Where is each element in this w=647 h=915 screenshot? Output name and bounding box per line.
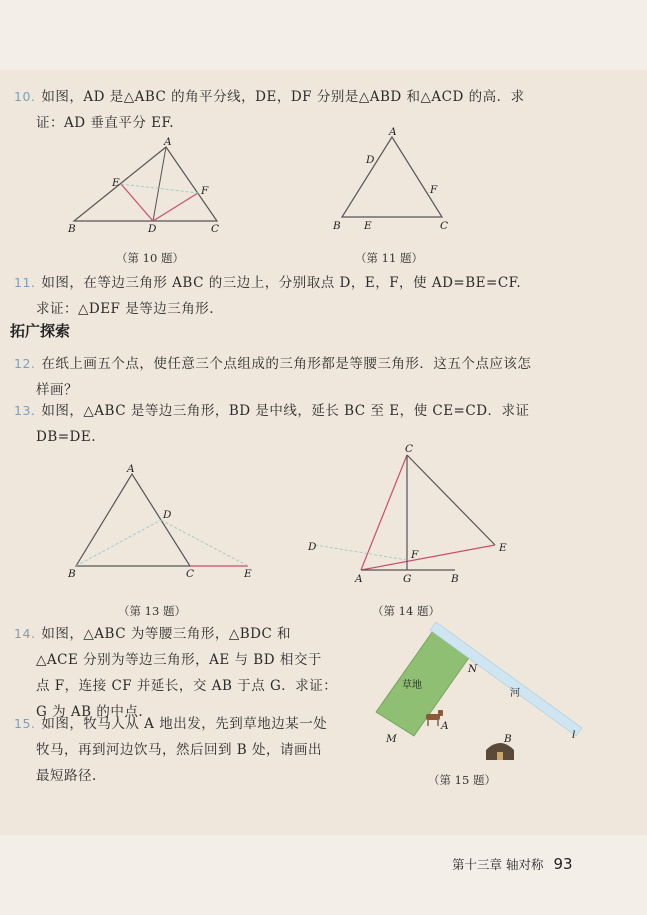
- label-e: E: [499, 542, 507, 554]
- figure-10: [60, 135, 230, 235]
- problem-number: 12.: [14, 356, 36, 371]
- problem-text: 在纸上画五个点，使任意三个点组成的三角形都是等腰三角形．这五个点应该怎: [41, 356, 532, 372]
- problem-text: 样画？: [36, 382, 78, 398]
- problem-text: 求证：△DEF 是等边三角形.: [36, 301, 215, 317]
- label-c: C: [211, 223, 220, 235]
- label-f: F: [430, 184, 438, 196]
- problem-text: 证：AD 垂直平分 EF.: [36, 115, 175, 131]
- label-b: B: [68, 568, 76, 580]
- problem-text: DB=DE.: [36, 429, 97, 445]
- label-a: A: [164, 136, 172, 148]
- label-c: C: [440, 220, 449, 232]
- problem-14: [14, 621, 337, 725]
- problem-text: 最短路径.: [36, 768, 97, 784]
- caption-fig-13: （第 13 题）: [118, 604, 186, 618]
- problem-15: [14, 711, 327, 789]
- problem-11: [14, 270, 521, 322]
- label-n: N: [468, 663, 478, 675]
- page-number: 93: [553, 855, 573, 873]
- problem-text: G 为 AB 的中点.: [36, 704, 144, 720]
- label-a: A: [441, 720, 449, 732]
- label-c: C: [405, 443, 414, 455]
- label-e: E: [364, 220, 372, 232]
- label-b: B: [333, 220, 341, 232]
- label-a: A: [389, 126, 397, 138]
- label-e: E: [244, 568, 252, 580]
- label-a: A: [355, 573, 363, 585]
- problem-12: [14, 351, 531, 403]
- label-b: B: [451, 573, 459, 585]
- problem-number: 13.: [14, 403, 36, 418]
- problem-text: 如图，△ABC 为等腰三角形，△BDC 和: [41, 626, 292, 642]
- label-d: D: [308, 541, 317, 553]
- problem-text: 如图，牧马人从 A 地出发，先到草地边某一处: [41, 716, 328, 732]
- figure-11: [330, 125, 460, 235]
- problem-number: 14.: [14, 626, 36, 641]
- problem-number: 15.: [14, 716, 36, 731]
- river-label: 河: [510, 688, 520, 699]
- problem-text: 如图，在等边三角形 ABC 的三边上，分别取点 D，E，F，使 AD=BE=CF.: [41, 275, 522, 291]
- yurt-icon: [486, 743, 514, 760]
- problem-text: 牧马，再到河边饮马，然后回到 B 处，请画出: [36, 742, 323, 758]
- figure-13: [62, 462, 272, 582]
- problem-number: 10.: [14, 89, 36, 104]
- caption-fig-10: （第 10 题）: [116, 251, 184, 265]
- label-a: A: [127, 463, 135, 475]
- section-title: 拓广探索: [10, 322, 71, 340]
- grass-label: 草地: [402, 680, 422, 691]
- problem-text: 如图，△ABC 是等边三角形，BD 是中线，延长 BC 至 E，使 CE=CD．求证: [41, 403, 530, 419]
- problem-number: 11.: [14, 275, 36, 290]
- label-b: B: [68, 223, 76, 235]
- caption-fig-11: （第 11 题）: [355, 251, 423, 265]
- problem-text: 点 F，连接 CF 并延长，交 AB 于点 G．求证：: [36, 678, 338, 694]
- caption-fig-14: （第 14 题）: [372, 604, 440, 618]
- label-c: C: [186, 568, 195, 580]
- label-l: l: [572, 729, 576, 741]
- label-d: D: [163, 509, 172, 521]
- figure-14: [305, 440, 515, 590]
- label-g: G: [403, 573, 412, 585]
- label-b: B: [504, 733, 512, 745]
- label-f: F: [201, 185, 209, 197]
- label-e: E: [112, 177, 120, 189]
- figure-15: [350, 620, 590, 770]
- caption-fig-15: （第 15 题）: [428, 773, 496, 787]
- label-d: D: [148, 223, 157, 235]
- label-d: D: [366, 154, 375, 166]
- label-m: M: [386, 733, 397, 745]
- label-f: F: [411, 549, 419, 561]
- problem-text: 如图，AD 是△ABC 的角平分线，DE，DF 分别是△ABD 和△ACD 的高．求: [41, 89, 525, 105]
- chapter-title: 第十三章 轴对称: [452, 857, 544, 872]
- page-footer: [452, 855, 573, 873]
- problem-text: △ACE 分别为等边三角形，AE 与 BD 相交于: [36, 652, 322, 668]
